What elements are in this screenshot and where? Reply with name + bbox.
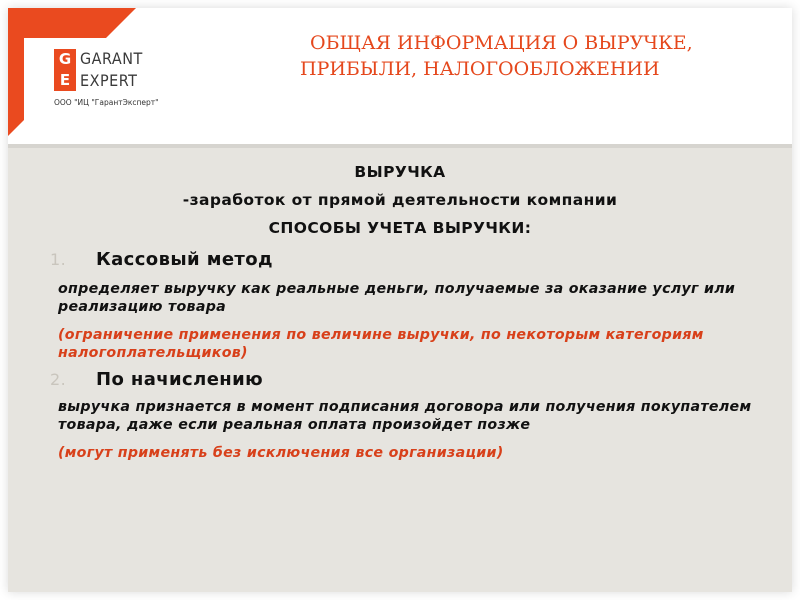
company-logo — [24, 38, 174, 128]
logo-mark — [54, 49, 76, 91]
list-number: 2. — [50, 370, 67, 389]
logo-company-name: ООО "ИЦ "ГарантЭксперт" — [54, 98, 159, 107]
list-number: 1. — [50, 250, 67, 269]
revenue-heading: ВЫРУЧКА — [354, 163, 446, 181]
method-item-cash — [40, 246, 760, 274]
method-title: Кассовый метод — [96, 249, 273, 270]
slide-title-line-2: ПРИБЫЛИ, НАЛОГООБЛОЖЕНИИ — [300, 58, 660, 80]
logo-letter-e: E — [54, 70, 76, 91]
slide-content — [40, 158, 760, 462]
slide-title-line-1: ОБЩАЯ ИНФОРМАЦИЯ О ВЫРУЧКЕ, — [310, 32, 693, 54]
logo-letter-g: G — [54, 49, 76, 71]
logo-wordmark — [80, 48, 143, 92]
method-note: (могут применять без исключения все организации) — [58, 445, 504, 461]
logo-word-expert: EXPERT — [80, 71, 138, 90]
slide-title — [300, 30, 770, 82]
method-item-accrual — [40, 366, 760, 394]
method-note: (ограничение применения по величине выручки, по некоторым категориям налогоплательщиков) — [58, 327, 704, 361]
logo-word-garant: GARANT — [80, 49, 143, 68]
method-description: выручка признается в момент подписания договора или получения покупателем товара, даже если реальная оплата произойдет позже — [58, 399, 752, 433]
method-description: определяет выручку как реальные деньги, получаемые за оказание услуг или реализацию товара — [58, 281, 736, 315]
method-title: По начислению — [96, 369, 264, 390]
methods-heading: СПОСОБЫ УЧЕТА ВЫРУЧКИ: — [268, 219, 532, 237]
revenue-definition: -заработок от прямой деятельности компании — [182, 191, 618, 209]
